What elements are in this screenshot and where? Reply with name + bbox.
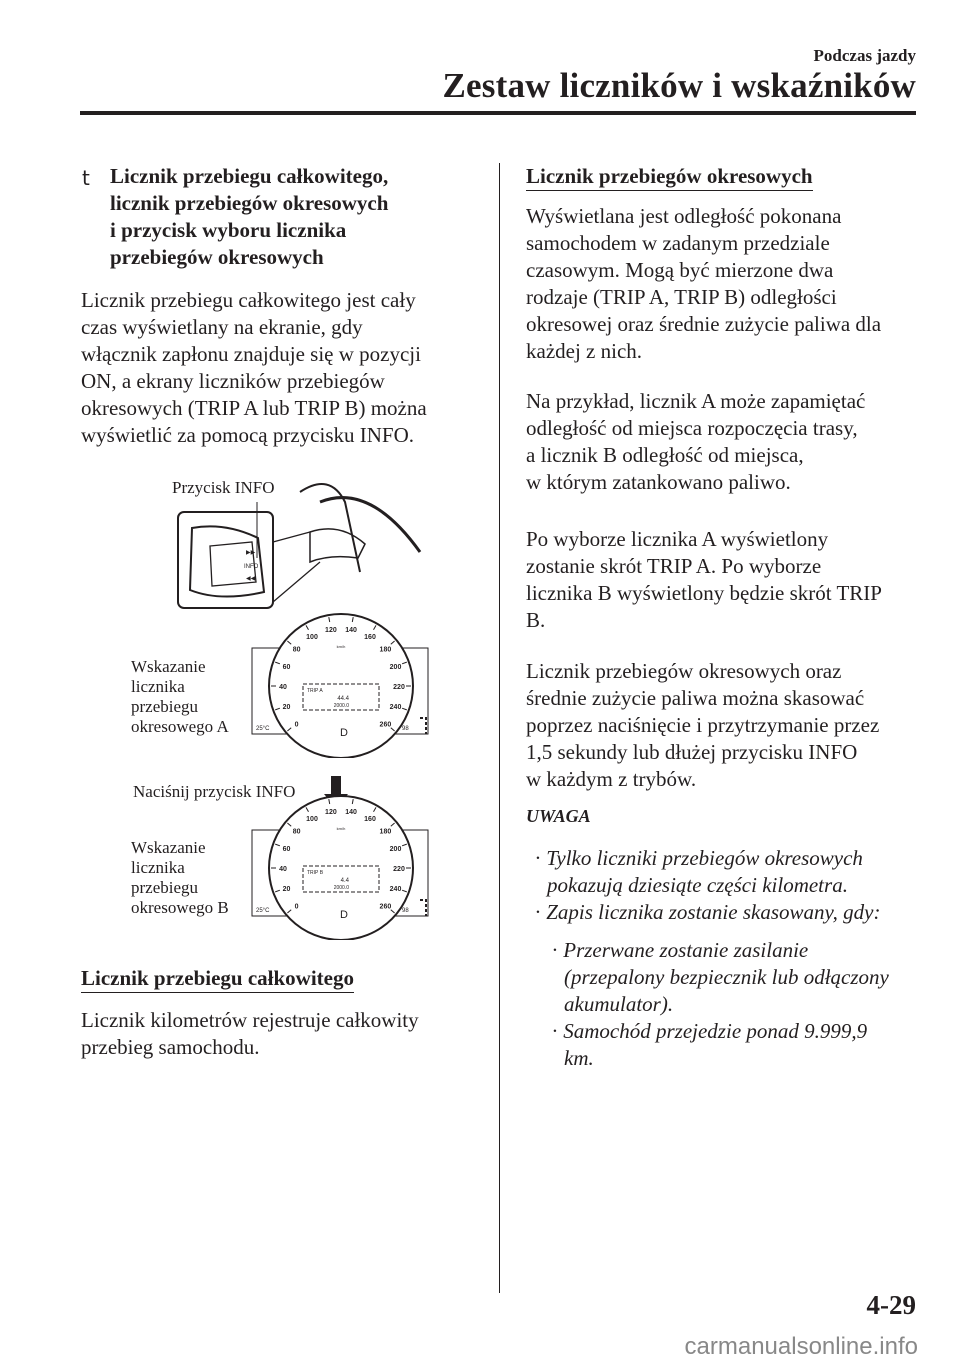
speed-tick-label: 0	[294, 721, 299, 729]
speed-tick-label: 60	[282, 846, 291, 854]
outside-temperature: 25°C	[256, 908, 270, 914]
svg-text:INFO: INFO	[244, 564, 259, 570]
instrument-cluster-trip-b	[250, 790, 432, 940]
gear-indicator: D	[340, 727, 348, 739]
speed-tick-label: 180	[379, 646, 392, 654]
speed-tick-label: 20	[282, 703, 291, 711]
info-button-caption: Przycisk INFO	[172, 478, 275, 497]
trip-mode-label: TRIP A	[307, 688, 323, 694]
fuel-gauge-bar	[420, 900, 426, 916]
speed-unit-label: km/h	[336, 826, 346, 831]
trip-paragraph-1: Wyświetlana jest odległość pokonana samochodem w zadanym przedziale czasowym. Mogą być mierzone dwa rodzaje (TRIP A, TRIP B) odległości okresowej oraz średnie zużycie paliwa dla każdej z nich.	[526, 204, 882, 363]
speed-unit-label: km/h	[336, 644, 346, 649]
speed-tick-label: 80	[292, 646, 301, 654]
svg-text:◀◀: ◀◀	[246, 576, 256, 582]
speed-tick-label: 260	[379, 721, 392, 729]
press-info-caption: Naciśnij przycisk INFO	[133, 782, 296, 801]
trip-value: 4.4	[340, 878, 349, 884]
sub-item-2: · Samochód przejedzie ponad 9.999,9 km.	[552, 1019, 868, 1070]
speed-tick-label: 0	[294, 903, 299, 911]
chapter-title: Zestaw liczników i wskaźników	[442, 66, 916, 105]
trip-b-caption: Wskazanie licznika przebiegu okresowego B	[131, 838, 229, 917]
outside-temperature: 25°C	[256, 726, 270, 732]
trip-a-caption: Wskazanie licznika przebiegu okresowego A	[131, 657, 229, 736]
trip-paragraph-4: Licznik przebiegów okresowych oraz średnie zużycie paliwa można skasować poprzez naciśnięcie i przytrzymanie przez 1,5 sekundy lub dłużej przycisku INFO w każdym z trybów.	[526, 659, 880, 791]
speed-tick-label: 100	[306, 633, 318, 641]
speed-tick-label: 40	[279, 684, 287, 691]
speed-tick-label: 240	[389, 703, 402, 711]
trip-heading: Licznik przebiegów okresowych	[526, 163, 813, 190]
left-heading: Licznik przebiegu całkowitego, licznik przebiegów okresowych i przycisk wyboru licznika przebiegów okresowych	[110, 164, 389, 269]
sub-item-1: · Przerwane zostanie zasilanie (przepalony bezpiecznik lub odłączony akumulator).	[552, 938, 889, 1016]
speed-tick-label: 60	[282, 664, 291, 672]
speed-tick-label: 120	[325, 626, 337, 634]
speed-tick-label: 20	[282, 885, 291, 893]
fuel-gauge-bar	[420, 718, 426, 734]
speed-tick-label: 40	[279, 866, 287, 873]
fuel-range: 98	[402, 726, 409, 732]
speed-tick-label: 100	[306, 815, 318, 823]
site-watermark: carmanualsonline.info	[684, 1333, 918, 1360]
speed-tick-label: 140	[345, 808, 357, 816]
svg-text:▶▶: ▶▶	[246, 550, 256, 556]
odometer-value: 2000.0	[333, 885, 349, 891]
column-divider	[499, 163, 500, 1293]
steering-wheel-illustration	[170, 462, 430, 614]
header-rule	[80, 111, 916, 115]
intro-paragraph: Licznik przebiegu całkowitego jest cały czas wyświetlany na ekranie, gdy włącznik zapłonu znajduje się w pozycji ON, a ekrany liczników przebiegów okresowych (TRIP A lub TRIP B) można wyświetlić za pomocą przycisku INFO.	[81, 288, 427, 447]
speed-tick-label: 200	[389, 846, 402, 854]
speed-tick-label: 220	[393, 866, 405, 873]
trip-paragraph-3: Po wyborze licznika A wyświetlony zostanie skrót TRIP A. Po wyborze licznika B wyświetlony będzie skrót TRIP B.	[526, 527, 882, 632]
trip-value: 44.4	[337, 696, 349, 702]
gear-indicator: D	[340, 909, 348, 921]
fuel-range: 98	[402, 908, 409, 914]
speed-tick-label: 200	[389, 664, 402, 672]
note-item-1: · Tylko liczniki przebiegów okresowych pokazują dziesiąte części kilometra.	[535, 846, 863, 897]
odometer-paragraph: Licznik kilometrów rejestruje całkowity przebieg samochodu.	[81, 1008, 419, 1059]
speed-tick-label: 80	[292, 828, 301, 836]
odometer-value: 2000.0	[333, 703, 349, 709]
trip-paragraph-2: Na przykład, licznik A może zapamiętać odległość od miejsca rozpoczęcia trasy, a licznik B odległość od miejsca, w którym zatankowano paliwo.	[526, 389, 866, 494]
note-title: UWAGA	[526, 806, 591, 826]
speed-tick-label: 180	[379, 828, 392, 836]
section-title: Podczas jazdy	[813, 46, 916, 65]
note-item-2: · Zapis licznika zostanie skasowany, gdy:	[535, 900, 881, 924]
speed-tick-label: 260	[379, 903, 392, 911]
speed-tick-label: 220	[393, 684, 405, 691]
speed-tick-label: 120	[325, 808, 337, 816]
speed-tick-label: 160	[364, 633, 376, 641]
page-number: 4-29	[866, 1290, 916, 1320]
instrument-cluster-trip-a	[250, 608, 432, 758]
speed-tick-label: 240	[389, 885, 402, 893]
speed-tick-label: 140	[345, 626, 357, 634]
trip-mode-label: TRIP B	[307, 870, 324, 876]
bullet-marker: t	[82, 166, 90, 190]
odometer-heading: Licznik przebiegu całkowitego	[81, 965, 354, 992]
speed-tick-label: 160	[364, 815, 376, 823]
